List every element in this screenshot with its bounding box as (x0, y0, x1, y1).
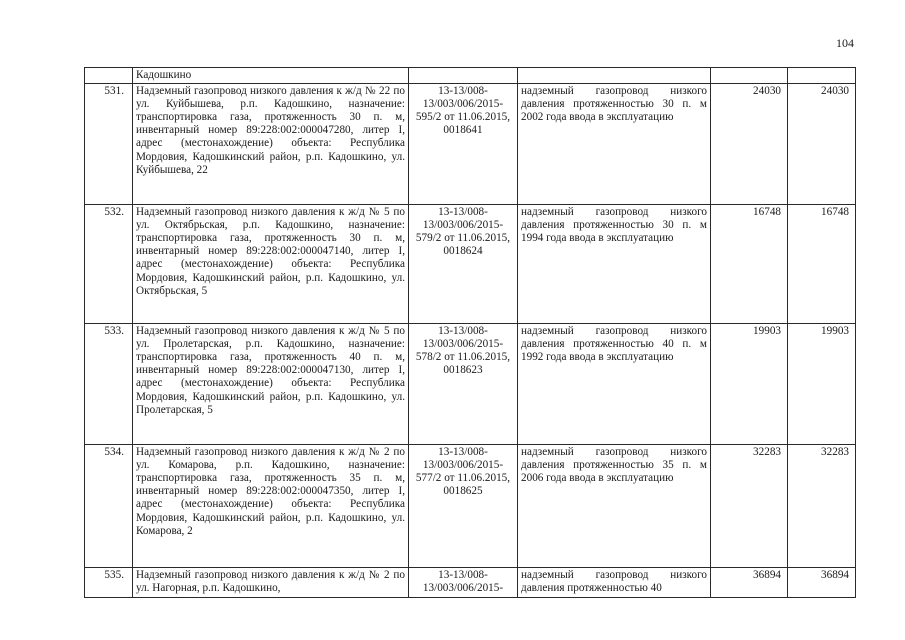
value-cell: 36894 (788, 568, 856, 598)
object-name-cell: Надземный газопровод низкого давления к ж/д № 5 по ул. Пролетарская, р.п. Кадошкино, назначение: транспортировка газа, протяженность 40 п. м, инвентарный номер 89:228:002:000047130, литер I, адрес (местонахождение) объекта: Республика Мордовия, Кадошкинский район, р.п. Кадошкино, ул. Пролетарская, 5 (133, 324, 409, 445)
row-number-cell: 531. (85, 84, 133, 205)
description-cell: надземный газопровод низкого давления протяженностью 30 п. м 1994 года ввода в эксплуатацию (518, 205, 711, 324)
object-name-cell: Надземный газопровод низкого давления к ж/д № 5 по ул. Октябрьская, р.п. Кадошкино, назначение: транспортировка газа, протяженность 30 п. м, инвентарный номер 89:228:002:000047140, литер I, адрес (местонахождение) объекта: Республика Мордовия, Кадошкинский район, р.п. Кадошкино, ул. Октябрьская, 5 (133, 205, 409, 324)
registration-cell: 13-13/008-13/003/006/2015-578/2 от 11.06.2015, 0018623 (409, 324, 518, 445)
description-cell: надземный газопровод низкого давления протяженностью 40 п. м 1992 года ввода в эксплуатацию (518, 324, 711, 445)
value-cell: 16748 (788, 205, 856, 324)
table-row (85, 568, 856, 598)
value-cell (788, 68, 856, 84)
description-cell: надземный газопровод низкого давления протяженностью 30 п. м 2002 года ввода в эксплуатацию (518, 84, 711, 205)
value-cell: 19903 (788, 324, 856, 445)
registration-cell (409, 68, 518, 84)
description-cell: надземный газопровод низкого давления протяженностью 35 п. м 2006 года ввода в эксплуатацию (518, 445, 711, 568)
row-number-cell: 534. (85, 445, 133, 568)
table-row (85, 84, 856, 205)
registration-cell: 13-13/008-13/003/006/2015-595/2 от 11.06.2015, 0018641 (409, 84, 518, 205)
value-cell: 32283 (711, 445, 788, 568)
property-registry-table (84, 67, 856, 598)
registration-cell: 13-13/008-13/003/006/2015-577/2 от 11.06.2015, 0018625 (409, 445, 518, 568)
row-number-cell: 532. (85, 205, 133, 324)
table-row (85, 324, 856, 445)
row-number-cell: 533. (85, 324, 133, 445)
value-cell: 24030 (711, 84, 788, 205)
value-cell: 24030 (788, 84, 856, 205)
registration-cell: 13-13/008-13/003/006/2015-579/2 от 11.06.2015, 0018624 (409, 205, 518, 324)
value-cell: 32283 (788, 445, 856, 568)
object-name-cell: Надземный газопровод низкого давления к ж/д № 22 по ул. Куйбышева, р.п. Кадошкино, назначение: транспортировка газа, протяженность 30 п. м, инвентарный номер 89:228:002:000047280, литер I, адрес (местонахождение) объекта: Республика Мордовия, Кадошкинский район, р.п. Кадошкино, ул. Куйбышева, 22 (133, 84, 409, 205)
object-name-cell: Надземный газопровод низкого давления к ж/д № 2 по ул. Комарова, р.п. Кадошкино, назначение: транспортировка газа, протяженность 35 п. м, инвентарный номер 89:228:002:000047350, литер I, адрес (местонахождение) объекта: Республика Мордовия, Кадошкинский район, р.п. Кадошкино, ул. Комарова, 2 (133, 445, 409, 568)
row-number-cell: 535. (85, 568, 133, 598)
row-number-cell (85, 68, 133, 84)
object-name-cell: Надземный газопровод низкого давления к ж/д № 2 по ул. Нагорная, р.п. Кадошкино, (133, 568, 409, 598)
table-row-continuation (85, 68, 856, 84)
description-cell (518, 68, 711, 84)
value-cell (711, 68, 788, 84)
page-number: 104 (836, 36, 854, 50)
value-cell: 36894 (711, 568, 788, 598)
value-cell: 19903 (711, 324, 788, 445)
registration-cell: 13-13/008-13/003/006/2015- (409, 568, 518, 598)
table-row (85, 205, 856, 324)
description-cell: надземный газопровод низкого давления протяженностью 40 (518, 568, 711, 598)
value-cell: 16748 (711, 205, 788, 324)
table-row (85, 445, 856, 568)
object-name-cell: Кадошкино (133, 68, 409, 84)
